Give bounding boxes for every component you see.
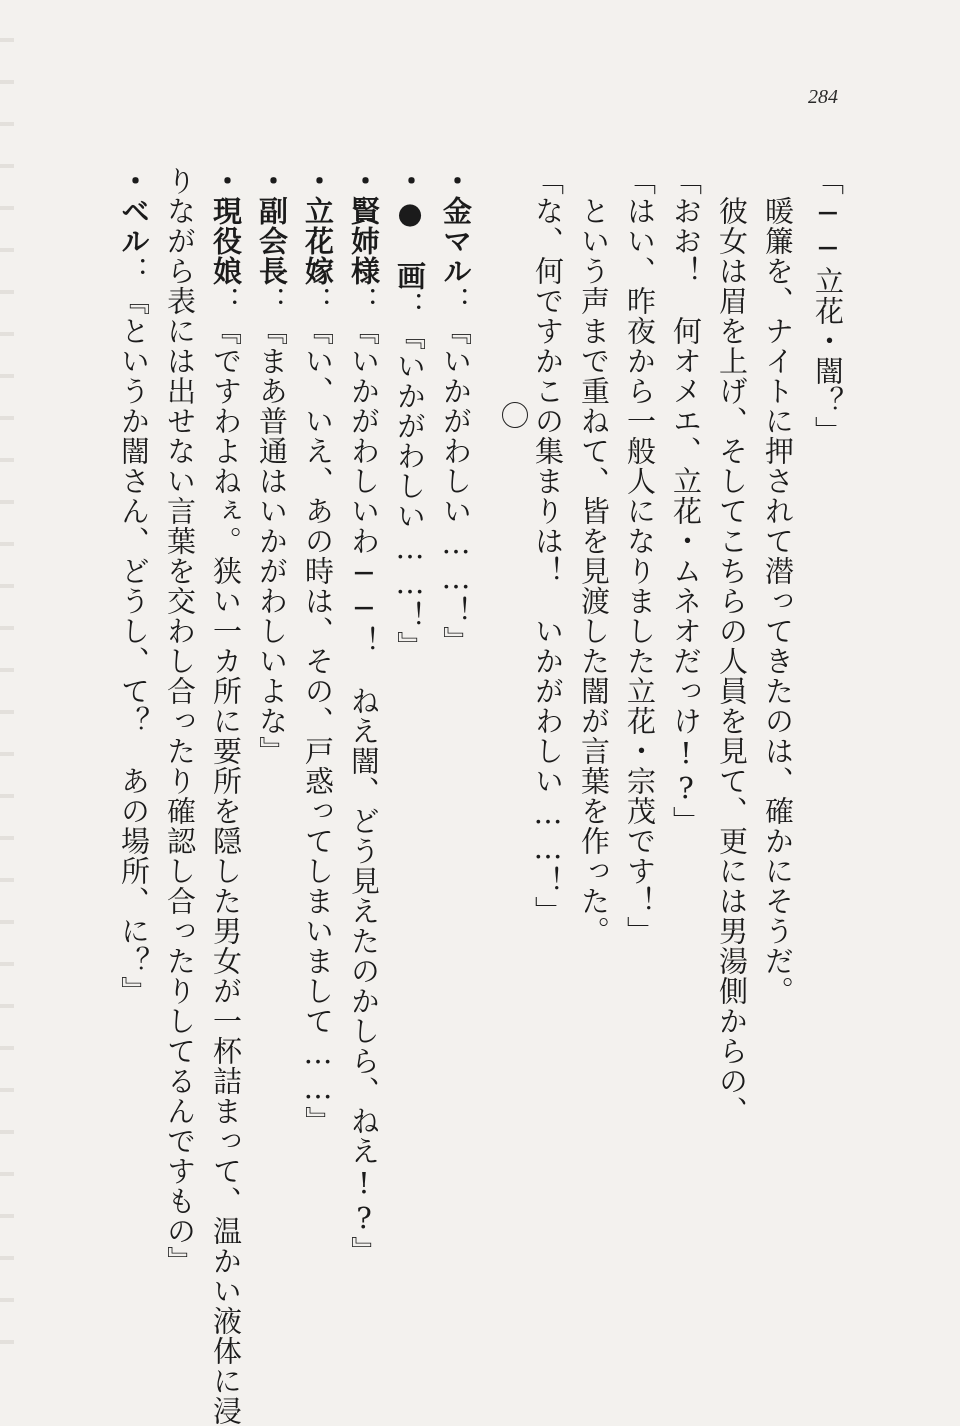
chat-line-6 [206, 166, 246, 1426]
chat-speaker: 立花嫁 [301, 196, 335, 286]
chat-line-2 [390, 166, 430, 1326]
narrative-line-7: 「な、何ですかこの集まりは！ いかがわしい……！」 [531, 166, 565, 926]
page-number: 284 [808, 86, 838, 108]
chat-bullet: ・ [117, 166, 151, 196]
chat-text: ：『いかがわしいわ──！ ねえ闇、どう見えたのかしら、ねえ!?』 [347, 286, 381, 1266]
chat-line-4 [298, 166, 338, 1326]
narrative-line-3: 彼女は眉を上げ、そしてこちらの人員を見て、更には男湯側からの、 [715, 166, 749, 1126]
chat-text: ：『まあ普通はいかがわしいよな』 [255, 286, 289, 766]
chat-line-6-continued [160, 166, 200, 1326]
chat-line-3 [344, 166, 384, 1326]
narrative-line-4: 「おお！ 何オメエ、立花・ムネオだっけ!?」 [669, 166, 703, 836]
chat-text: ：『いかがわしい……！』 [439, 286, 473, 656]
chat-text: ：『いかがわしい……！』 [393, 291, 427, 661]
chat-bullet: ・ [439, 166, 473, 196]
narrative-line-5: 「はい、昨夜から一般人になりました立花・宗茂です！」 [623, 166, 657, 946]
narrative-line-6: という声まで重ねて、皆を見渡した闇が言葉を作った。 [577, 166, 611, 946]
chat-text: ：『というか闇さん、どうし、て？ あの場所、に？』 [117, 256, 151, 1006]
chat-line-1 [436, 166, 476, 1326]
narrative-line-1: 「──立花・闇？」 [811, 166, 845, 446]
chat-speaker: 賢姉様 [347, 196, 381, 286]
chat-line-5 [252, 166, 292, 1326]
binding-shadow [0, 0, 14, 1365]
chat-speaker: 金マル [439, 196, 473, 286]
chat-bullet: ・ [209, 166, 243, 196]
chat-speaker: ベル [117, 196, 151, 256]
chat-bullet: ・ [393, 166, 427, 196]
chat-text: ：『ですわよねぇ。狭い一カ所に要所を隠した男女が一杯詰まって、温かい液体に浸 [209, 286, 243, 1426]
narrative-line-2: 暖簾を、ナイトに押されて潜ってきたのは、確かにそうだ。 [761, 166, 795, 1006]
chat-line-7 [114, 166, 154, 1326]
chat-speaker: ● 画 [393, 196, 427, 291]
chat-bullet: ・ [255, 166, 289, 196]
chat-bullet: ・ [347, 166, 381, 196]
chat-text: ：『い、いえ、あの時は、その、戸惑ってしまいまして……』 [301, 286, 335, 1136]
scene-break-circle [502, 402, 528, 428]
chat-speaker: 現役娘 [209, 196, 243, 286]
chat-bullet: ・ [301, 166, 335, 196]
chat-speaker: 副会長 [255, 196, 289, 286]
chat-text: りながら表には出せない言葉を交わし合ったり確認し合ったりしてるんですもの』 [163, 166, 197, 1276]
